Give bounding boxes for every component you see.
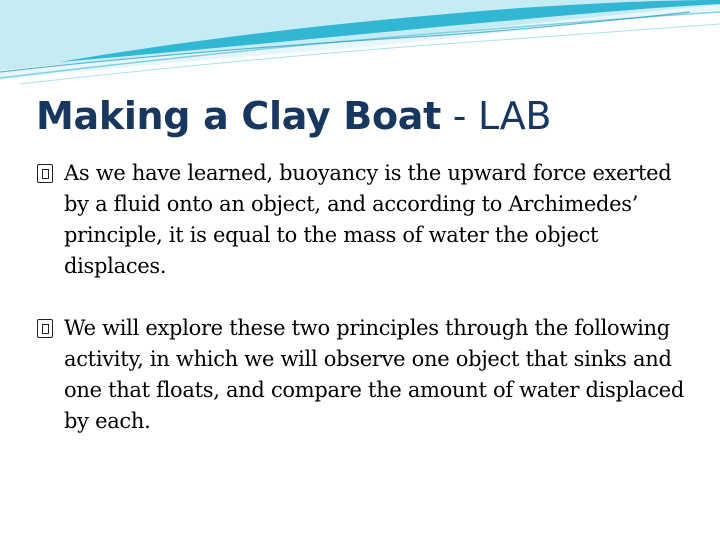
missing-glyph-box-icon (37, 319, 53, 338)
slide-title-separator: - (440, 94, 478, 138)
slide-title-suffix: LAB (477, 94, 552, 138)
missing-glyph-box-icon (37, 164, 53, 183)
bullet-item (37, 158, 697, 282)
bullet-text: As we have learned, buoyancy is the upward force exerted by a fluid onto an object, and according to Archimedes’ principle, it is equal to the mass of water the object displaces. (64, 161, 672, 278)
slide-title-main: Making a Clay Boat (36, 94, 441, 138)
bullet-text: We will explore these two principles through the following activity, in which we will observe one object that sinks and one that floats, and compare the amount of water displaced by each. (64, 316, 684, 433)
bullet-list (37, 158, 697, 437)
bullet-item (37, 313, 697, 437)
slide-title (36, 92, 551, 140)
header-wave-decoration (0, 0, 720, 90)
